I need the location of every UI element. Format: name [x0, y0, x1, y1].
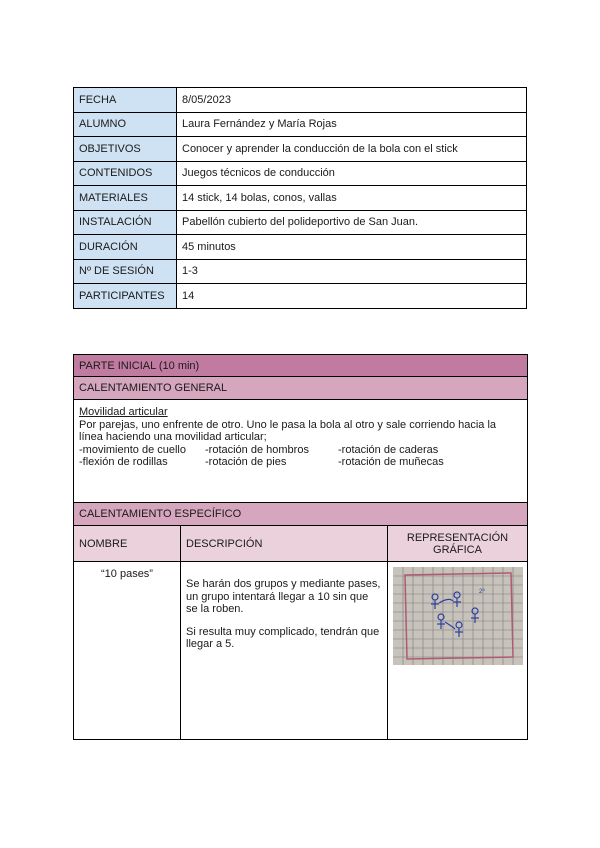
column-header-graphic: REPRESENTACIÓN GRÁFICA: [388, 526, 528, 562]
info-label: CONTENIDOS: [74, 161, 177, 186]
info-value: 1-3: [177, 259, 527, 284]
part-title: PARTE INICIAL (10 min): [74, 355, 528, 377]
info-row: [74, 210, 527, 235]
session-plan-table: [73, 354, 528, 740]
info-label: FECHA: [74, 88, 177, 113]
movement-item: -rotación de pies: [205, 456, 287, 468]
general-warmup-cell: [74, 400, 528, 503]
info-row: [74, 259, 527, 284]
warmup-title: Movilidad articular: [79, 406, 168, 418]
info-row: [74, 186, 527, 211]
info-label: INSTALACIÓN: [74, 210, 177, 235]
warmup-text: Por parejas, uno enfrente de otro. Uno le pasa la bola al otro y sale corriendo hacia la línea haciendo una movilidad articular;: [79, 418, 497, 443]
info-row: [74, 235, 527, 260]
info-row: [74, 137, 527, 162]
info-value: Laura Fernández y María Rojas: [177, 112, 527, 137]
movement-item: -rotación de hombros: [205, 443, 309, 456]
info-label: ALUMNO: [74, 112, 177, 137]
info-value: 45 minutos: [177, 235, 527, 260]
game-name: “10 pases”: [74, 562, 181, 740]
movement-item: -rotación de muñecas: [338, 456, 444, 468]
specific-warmup-heading: CALENTAMIENTO ESPECÍFICO: [74, 503, 528, 526]
info-value: Conocer y aprender la conducción de la bola con el stick: [177, 137, 527, 162]
info-label: DURACIÓN: [74, 235, 177, 260]
info-label: MATERIALES: [74, 186, 177, 211]
info-value: 14: [177, 284, 527, 309]
info-row: [74, 161, 527, 186]
info-label: PARTICIPANTES: [74, 284, 177, 309]
hand-drawn-court-sketch-icon: [393, 567, 523, 665]
game-description-alt: Si resulta muy complicado, tendrán que llegar a 5.: [186, 625, 380, 650]
movement-item: -flexión de rodillas: [79, 456, 168, 468]
movements-row: [79, 444, 522, 457]
game-graphic-cell: [388, 562, 528, 740]
info-value: Pabellón cubierto del polideportivo de San Juan.: [177, 210, 527, 235]
info-row: [74, 284, 527, 309]
general-warmup-heading: CALENTAMIENTO GENERAL: [74, 377, 528, 400]
game-description: [181, 562, 388, 740]
info-label: OBJETIVOS: [74, 137, 177, 162]
sketch-note: 2ª: [479, 589, 485, 595]
movement-item: -rotación de caderas: [338, 443, 439, 456]
game-description-text: Se harán dos grupos y mediante pases, un grupo intentará llegar a 10 sin que se la roben.: [186, 578, 381, 615]
session-info-table: [73, 87, 527, 309]
info-value: Juegos técnicos de conducción: [177, 161, 527, 186]
info-row: [74, 112, 527, 137]
info-value: 8/05/2023: [177, 88, 527, 113]
column-header-description: DESCRIPCIÓN: [181, 526, 388, 562]
movements-row: [79, 456, 522, 469]
column-header-name: NOMBRE: [74, 526, 181, 562]
info-row: [74, 88, 527, 113]
info-value: 14 stick, 14 bolas, conos, vallas: [177, 186, 527, 211]
info-label: Nº DE SESIÓN: [74, 259, 177, 284]
movement-item: -movimiento de cuello: [79, 443, 186, 456]
